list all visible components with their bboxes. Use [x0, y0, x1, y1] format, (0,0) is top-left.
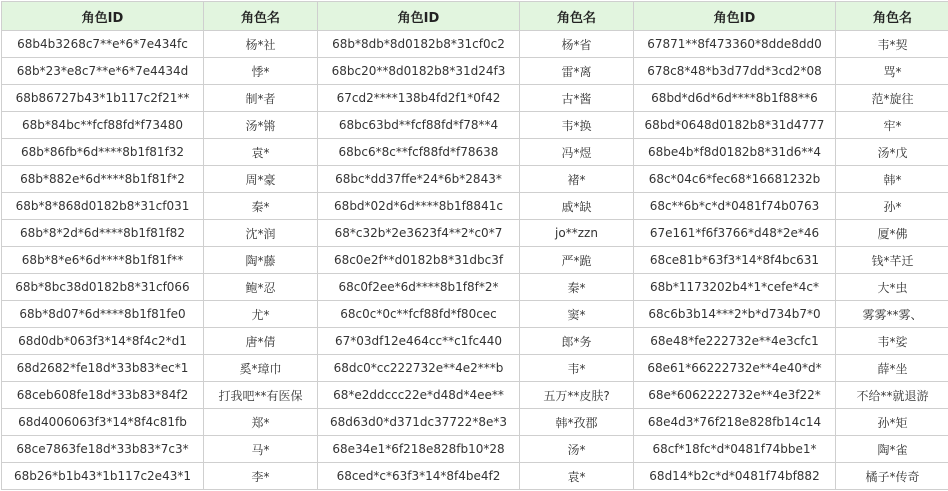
role-name-cell: 沈*润 [204, 220, 318, 247]
role-id-cell: 68e4d3*76f218e828fb14c14 [634, 409, 836, 436]
role-name-cell: 孙*矩 [836, 409, 948, 436]
role-name-cell: 袁* [204, 139, 318, 166]
role-id-cell: 68b*23*e8c7**e*6*7e4434d [2, 58, 204, 85]
header-role-name-3: 角色名 [836, 2, 948, 31]
header-role-id-1: 角色ID [2, 2, 204, 31]
table-row [2, 112, 948, 139]
role-id-cell: 68c0c*0c**fcf88fd*f80cec [318, 301, 520, 328]
table-row [2, 31, 948, 58]
role-id-cell: 68d0db*063f3*14*8f4c2*d1 [2, 328, 204, 355]
table-row [2, 58, 948, 85]
table-row [2, 436, 948, 463]
table-row [2, 166, 948, 193]
role-name-cell: 雾雾**雾、 [836, 301, 948, 328]
role-name-cell: 韩* [836, 166, 948, 193]
table-row [2, 85, 948, 112]
role-name-cell: 郑* [204, 409, 318, 436]
role-id-cell: 68bc63bd**fcf88fd*f78**4 [318, 112, 520, 139]
role-name-cell: 汤* [520, 436, 634, 463]
role-id-cell: 68bc20**8d0182b8*31d24f3 [318, 58, 520, 85]
role-name-cell: 窦* [520, 301, 634, 328]
role-id-cell: 68cf*18fc*d*0481f74bbe1* [634, 436, 836, 463]
role-id-cell: 68e48*fe222732e**4e3cfc1 [634, 328, 836, 355]
role-id-cell: 68b*84bc**fcf88fd*f73480 [2, 112, 204, 139]
role-id-cell: 68b26*b1b43*1b117c2e43*1 [2, 463, 204, 490]
role-id-cell: 68ced*c*63f3*14*8f4be4f2 [318, 463, 520, 490]
role-id-cell: 68dc0*cc222732e**4e2***b [318, 355, 520, 382]
role-name-cell: 打我吧**有医保 [204, 382, 318, 409]
role-name-cell: 戚*缺 [520, 193, 634, 220]
table-body [2, 31, 948, 490]
table-row [2, 463, 948, 490]
table-row [2, 193, 948, 220]
role-id-cell: 68ceb608fe18d*33b83*84f2 [2, 382, 204, 409]
role-name-cell: 汤*锵 [204, 112, 318, 139]
role-id-cell: 68e34e1*6f218e828fb10*28 [318, 436, 520, 463]
table-row [2, 409, 948, 436]
table-row [2, 139, 948, 166]
header-role-name-1: 角色名 [204, 2, 318, 31]
role-id-cell: 68c*04c6*fec68*16681232b [634, 166, 836, 193]
role-name-cell: 孙* [836, 193, 948, 220]
role-name-cell: 大*虫 [836, 274, 948, 301]
role-name-cell: 严*跪 [520, 247, 634, 274]
role-name-cell: 秦* [520, 274, 634, 301]
role-id-cell: 68e61*66222732e**4e40*d* [634, 355, 836, 382]
role-name-cell: 范*旋往 [836, 85, 948, 112]
role-id-cell: 68bd*02d*6d****8b1f8841c [318, 193, 520, 220]
role-id-cell: 68b*1173202b4*1*cefe*4c* [634, 274, 836, 301]
role-id-cell: 68bc*dd37ffe*24*6b*2843* [318, 166, 520, 193]
role-name-cell: 汤*戊 [836, 139, 948, 166]
table-row [2, 247, 948, 274]
role-name-cell: 杨*社 [204, 31, 318, 58]
role-id-cell: 68b*8d07*6d****8b1f81fe0 [2, 301, 204, 328]
header-role-id-3: 角色ID [634, 2, 836, 31]
role-id-cell: 68b*8*868d0182b8*31cf031 [2, 193, 204, 220]
role-id-cell: 68d2682*fe18d*33b83*ec*1 [2, 355, 204, 382]
role-id-cell: 68b*8db*8d0182b8*31cf0c2 [318, 31, 520, 58]
role-name-cell: 冯*煜 [520, 139, 634, 166]
role-name-cell: 韦*娑 [836, 328, 948, 355]
role-id-cell: 68*e2ddccc22e*d48d*4ee** [318, 382, 520, 409]
role-id-cell: 68d63d0*d371dc37722*8e*3 [318, 409, 520, 436]
role-name-cell: 马* [204, 436, 318, 463]
role-id-cell: 68c**6b*c*d*0481f74b0763 [634, 193, 836, 220]
role-name-cell: 尤* [204, 301, 318, 328]
role-id-cell: 68b*8*e6*6d****8b1f81f** [2, 247, 204, 274]
role-name-cell: 骂* [836, 58, 948, 85]
table-row [2, 382, 948, 409]
role-id-cell: 68b86727b43*1b117c2f21** [2, 85, 204, 112]
role-id-cell: 68c0e2f**d0182b8*31dbc3f [318, 247, 520, 274]
role-name-cell: 五万**皮肤? [520, 382, 634, 409]
role-name-cell: 制*者 [204, 85, 318, 112]
role-name-cell: 橘子*传奇 [836, 463, 948, 490]
role-name-cell: 韩*孜郡 [520, 409, 634, 436]
role-id-cell: 67cd2****138b4fd2f1*0f42 [318, 85, 520, 112]
role-name-cell: 奚*璋巾 [204, 355, 318, 382]
role-name-cell: 韦*契 [836, 31, 948, 58]
role-name-cell: 不给**就退游 [836, 382, 948, 409]
role-name-cell: 牢* [836, 112, 948, 139]
role-name-cell: 陶*藤 [204, 247, 318, 274]
role-id-cell: 68bc6*8c**fcf88fd*f78638 [318, 139, 520, 166]
role-id-cell: 68c6b3b14***2*b*d734b7*0 [634, 301, 836, 328]
role-name-cell: 秦* [204, 193, 318, 220]
role-name-cell: 周*豪 [204, 166, 318, 193]
table-header [2, 2, 948, 31]
role-name-cell: 陶*雀 [836, 436, 948, 463]
role-id-cell: 68b*882e*6d****8b1f81f*2 [2, 166, 204, 193]
role-name-cell: 钱*芊迁 [836, 247, 948, 274]
role-id-cell: 68ce81b*63f3*14*8f4bc631 [634, 247, 836, 274]
table-row [2, 301, 948, 328]
role-name-cell: 韦*换 [520, 112, 634, 139]
role-id-cell: 68b*8*2d*6d****8b1f81f82 [2, 220, 204, 247]
role-id-cell: 68bd*0648d0182b8*31d4777 [634, 112, 836, 139]
role-id-cell: 68ce7863fe18d*33b83*7c3* [2, 436, 204, 463]
role-name-cell: 褚* [520, 166, 634, 193]
role-name-cell: 郎*务 [520, 328, 634, 355]
role-name-cell: 薛*坐 [836, 355, 948, 382]
role-name-cell: 唐*倩 [204, 328, 318, 355]
role-id-cell: 68b4b3268c7**e*6*7e434fc [2, 31, 204, 58]
role-name-cell: jo**zzn [520, 220, 634, 247]
role-id-cell: 68d4006063f3*14*8f4c81fb [2, 409, 204, 436]
table-row [2, 355, 948, 382]
header-role-id-2: 角色ID [318, 2, 520, 31]
role-name-cell: 鲍*忍 [204, 274, 318, 301]
role-name-cell: 杨*省 [520, 31, 634, 58]
role-name-cell: 厦*佛 [836, 220, 948, 247]
header-role-name-2: 角色名 [520, 2, 634, 31]
role-name-cell: 韦* [520, 355, 634, 382]
table-row [2, 274, 948, 301]
role-id-cell: 67*03df12e464cc**c1fc440 [318, 328, 520, 355]
table-row [2, 220, 948, 247]
role-id-cell: 68be4b*f8d0182b8*31d6**4 [634, 139, 836, 166]
role-name-cell: 袁* [520, 463, 634, 490]
role-id-cell: 67871**8f473360*8dde8dd0 [634, 31, 836, 58]
role-name-cell: 雷*离 [520, 58, 634, 85]
role-id-cell: 68e*6062222732e**4e3f22* [634, 382, 836, 409]
role-name-cell: 古*酱 [520, 85, 634, 112]
role-id-cell: 68b*86fb*6d****8b1f81f32 [2, 139, 204, 166]
role-id-cell: 67e161*f6f3766*d48*2e*46 [634, 220, 836, 247]
role-table [1, 1, 948, 490]
header-row [2, 2, 948, 31]
role-name-cell: 悸* [204, 58, 318, 85]
role-id-cell: 68d14*b2c*d*0481f74bf882 [634, 463, 836, 490]
role-id-cell: 68b*8bc38d0182b8*31cf066 [2, 274, 204, 301]
role-id-cell: 68bd*d6d*6d****8b1f88**6 [634, 85, 836, 112]
role-table-container [1, 1, 948, 490]
role-id-cell: 68*c32b*2e3623f4**2*c0*7 [318, 220, 520, 247]
role-id-cell: 678c8*48*b3d77dd*3cd2*08 [634, 58, 836, 85]
role-id-cell: 68c0f2ee*6d****8b1f8f*2* [318, 274, 520, 301]
table-row [2, 328, 948, 355]
role-name-cell: 李* [204, 463, 318, 490]
